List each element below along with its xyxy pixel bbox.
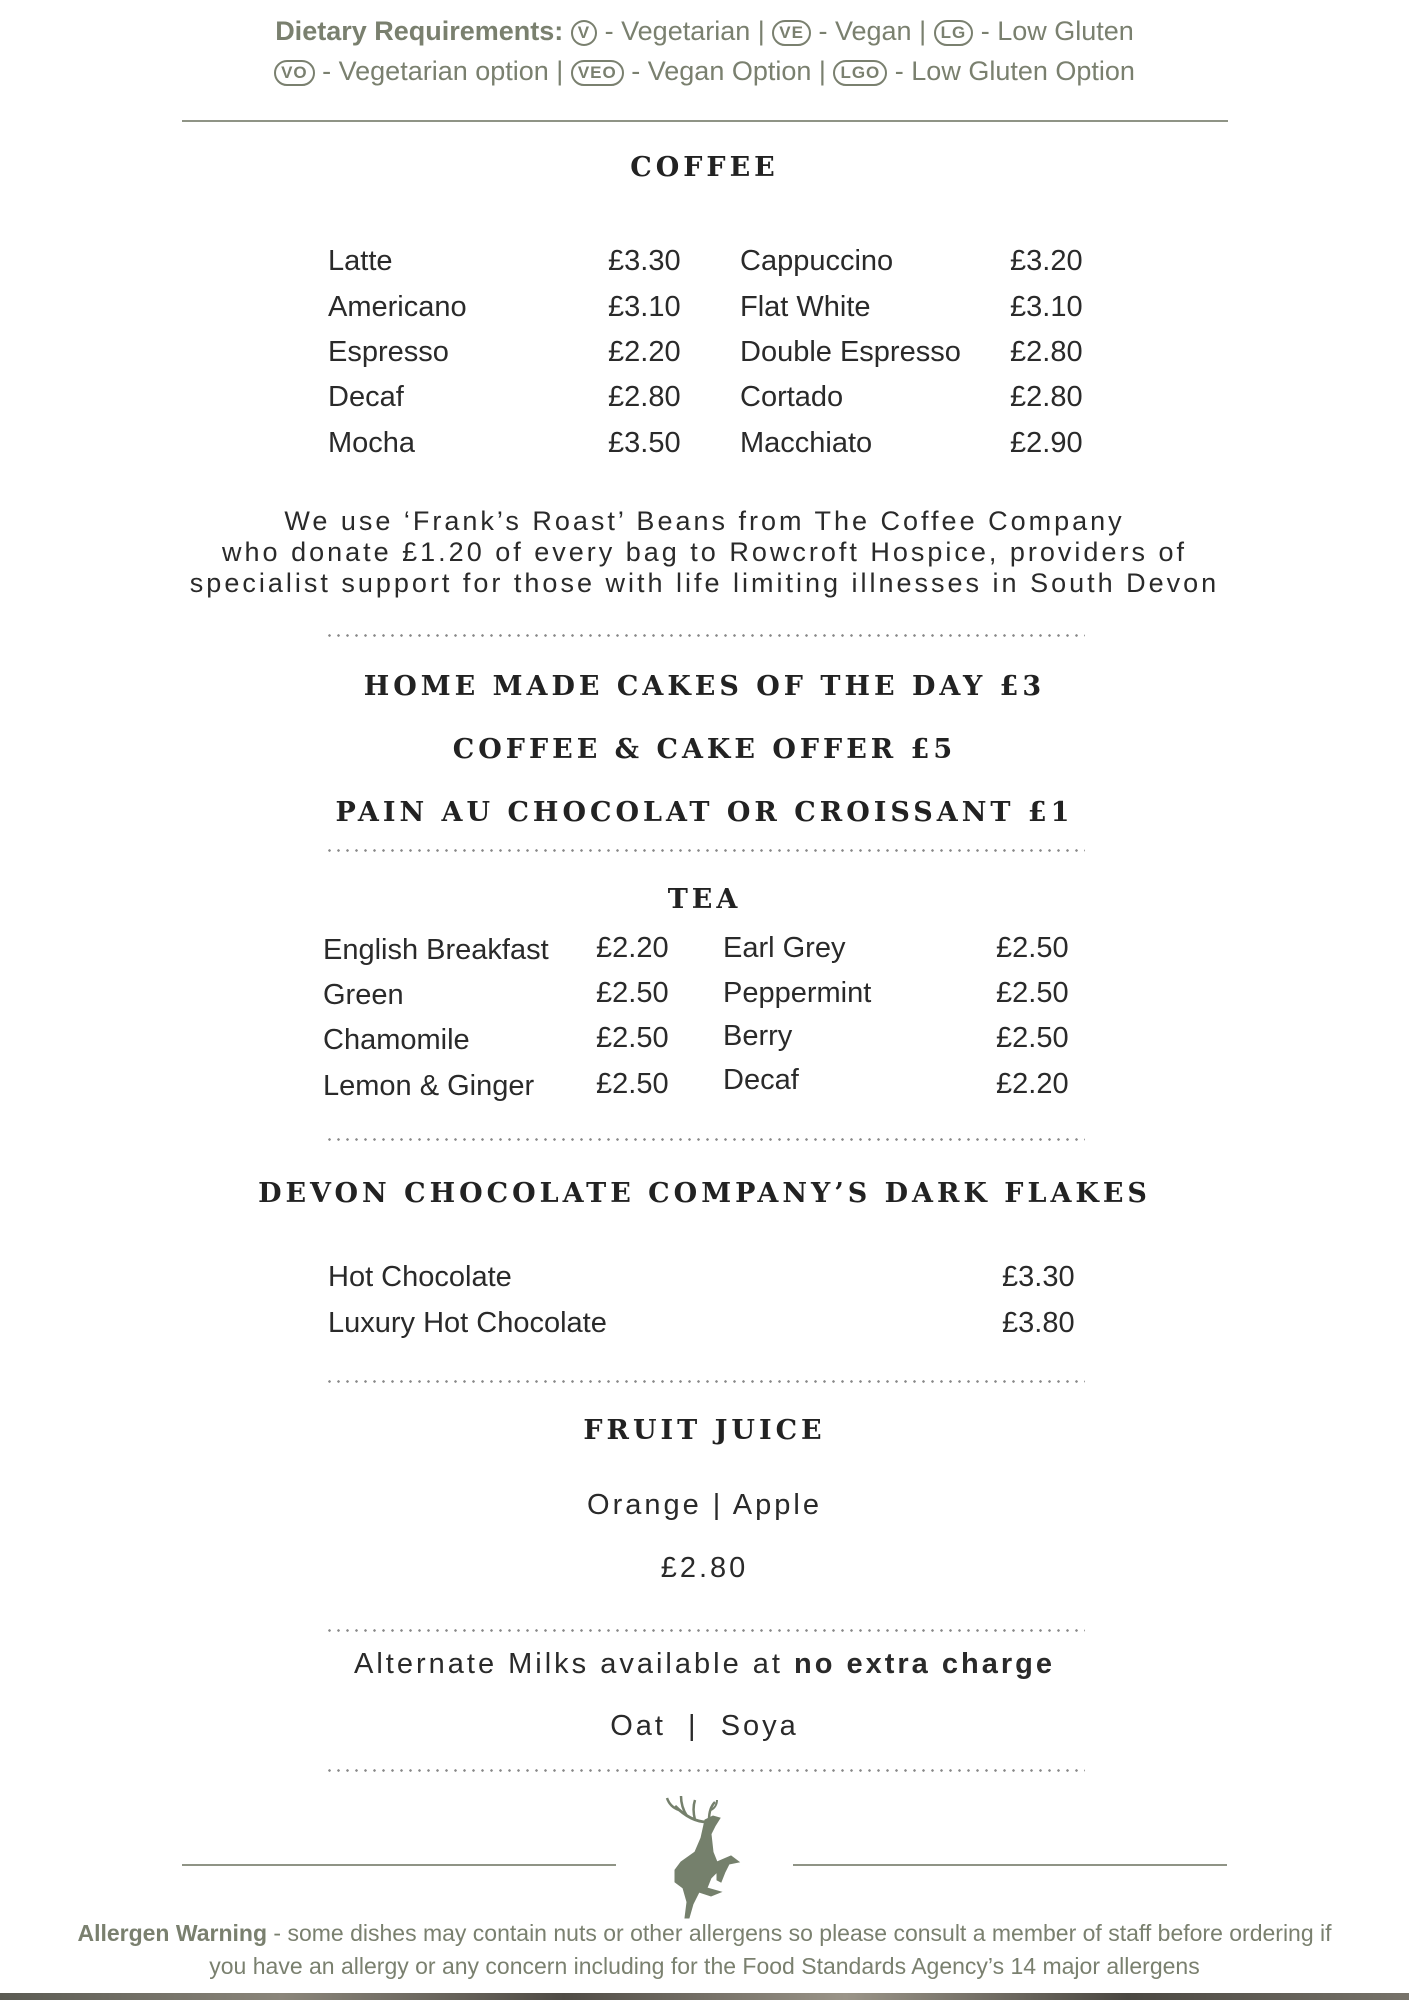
offer-cakes: HOME MADE CAKES OF THE DAY £3 [363,671,1046,702]
coffee-item-name: Americano [328,291,467,323]
juice-heading: FRUIT JUICE [583,1415,826,1446]
tea-item-price: £2.20 [596,932,669,964]
top-divider [182,120,1228,122]
coffee-item-price: £3.10 [1010,291,1083,323]
tea-heading: TEA [667,884,742,915]
tea-item-price: £2.50 [996,1022,1069,1054]
coffee-item-name: Latte [328,245,393,277]
coffee-item-name: Cortado [740,381,844,413]
tea-item-name: Lemon & Ginger [323,1070,535,1102]
chocolate-item-price: £3.80 [1002,1307,1075,1339]
dotted-divider [325,849,1085,852]
tea-item-name: Green [323,979,404,1011]
badge-vo: VO [274,60,315,86]
tea-item-price: £2.50 [596,1068,669,1100]
coffee-item-name: Espresso [328,336,449,368]
coffee-item-name: Cappuccino [740,245,894,277]
tea-item-name: Berry [723,1020,793,1052]
tea-item-price: £2.20 [996,1068,1069,1100]
tea-item-name: Decaf [723,1064,799,1096]
coffee-heading: COFFEE [630,152,779,183]
logo-divider-left [182,1864,616,1866]
badge-lgo: LGO [833,60,887,86]
logo-divider-right [793,1864,1227,1866]
chocolate-item-name: Luxury Hot Chocolate [328,1307,607,1339]
juice-options: Orange | Apple [587,1489,822,1521]
tea-item-name: Chamomile [323,1024,470,1056]
chocolate-item-name: Hot Chocolate [328,1261,512,1293]
coffee-note-line-2: who donate £1.20 of every bag to Rowcroft Hospice, providers of [222,537,1187,567]
juice-price: £2.80 [660,1552,749,1584]
coffee-item-name: Flat White [740,291,871,323]
coffee-item-price: £3.10 [608,291,681,323]
allergen-line-2: you have an allergy or any concern including for the Food Standards Agency’s 14 major allergens [209,1953,1200,1979]
tea-item-name: Peppermint [723,977,872,1009]
coffee-item-name: Decaf [328,381,404,413]
dietary-label-vegetarian: - Vegetarian | [604,16,765,46]
coffee-item-name: Double Espresso [740,336,961,368]
dietary-label-vegan: - Vegan | [818,16,927,46]
tea-item-price: £2.50 [596,1022,669,1054]
dietary-legend-line-1 [0,16,1409,47]
coffee-item-price: £2.80 [1010,381,1083,413]
dietary-title: Dietary Requirements: [275,16,564,46]
coffee-item-name: Mocha [328,427,416,459]
coffee-item-price: £2.90 [1010,427,1083,459]
tea-item-name: Earl Grey [723,932,846,964]
dotted-divider [325,1769,1085,1772]
coffee-item-price: £3.20 [1010,245,1083,277]
bottom-edge-strip [0,1993,1409,2000]
coffee-item-name: Macchiato [740,427,873,459]
coffee-item-price: £2.20 [608,336,681,368]
dietary-label-low-gluten: - Low Gluten [980,16,1134,46]
milks-line [0,1648,1409,1681]
dietary-label-low-gluten-option: - Low Gluten Option [894,56,1135,86]
milks-bold: no extra charge [794,1648,1055,1680]
dietary-label-vegetarian-option: - Vegetarian option | [322,56,564,86]
dotted-divider [325,1138,1085,1141]
dietary-label-vegan-option: - Vegan Option | [631,56,826,86]
coffee-note-line-1: We use ‘Frank’s Roast’ Beans from The Coffee Company [284,506,1125,536]
coffee-item-price: £3.50 [608,427,681,459]
dietary-legend-line-2 [0,56,1409,87]
tea-item-price: £2.50 [596,977,669,1009]
coffee-item-price: £3.30 [608,245,681,277]
offer-coffee-cake: COFFEE & CAKE OFFER £5 [452,734,957,765]
dotted-divider [325,634,1085,637]
allergen-title: Allergen Warning [77,1920,268,1946]
stag-icon [645,1792,765,1922]
tea-item-price: £2.50 [996,977,1069,1009]
tea-item-price: £2.50 [996,932,1069,964]
dotted-divider [325,1380,1085,1383]
milks-text: Alternate Milks available at [354,1648,794,1680]
offer-pastry: PAIN AU CHOCOLAT OR CROISSANT £1 [335,797,1074,828]
tea-item-name: English Breakfast [323,934,549,966]
coffee-item-price: £2.80 [608,381,681,413]
allergen-text-1: - some dishes may contain nuts or other allergens so please consult a member of staff before ordering if [267,1920,1332,1946]
dotted-divider [325,1629,1085,1632]
chocolate-item-price: £3.30 [1002,1261,1075,1293]
coffee-note-line-3: specialist support for those with life limiting illnesses in South Devon [189,568,1220,598]
allergen-line-1 [0,1920,1409,1947]
badge-ve: VE [772,20,811,46]
chocolate-heading: DEVON CHOCOLATE COMPANY’S DARK FLAKES [258,1178,1151,1209]
badge-veo: VEO [571,60,624,86]
badge-lg: LG [934,20,974,46]
coffee-item-price: £2.80 [1010,336,1083,368]
milks-options: Oat | Soya [610,1710,799,1742]
badge-v: V [571,20,597,46]
